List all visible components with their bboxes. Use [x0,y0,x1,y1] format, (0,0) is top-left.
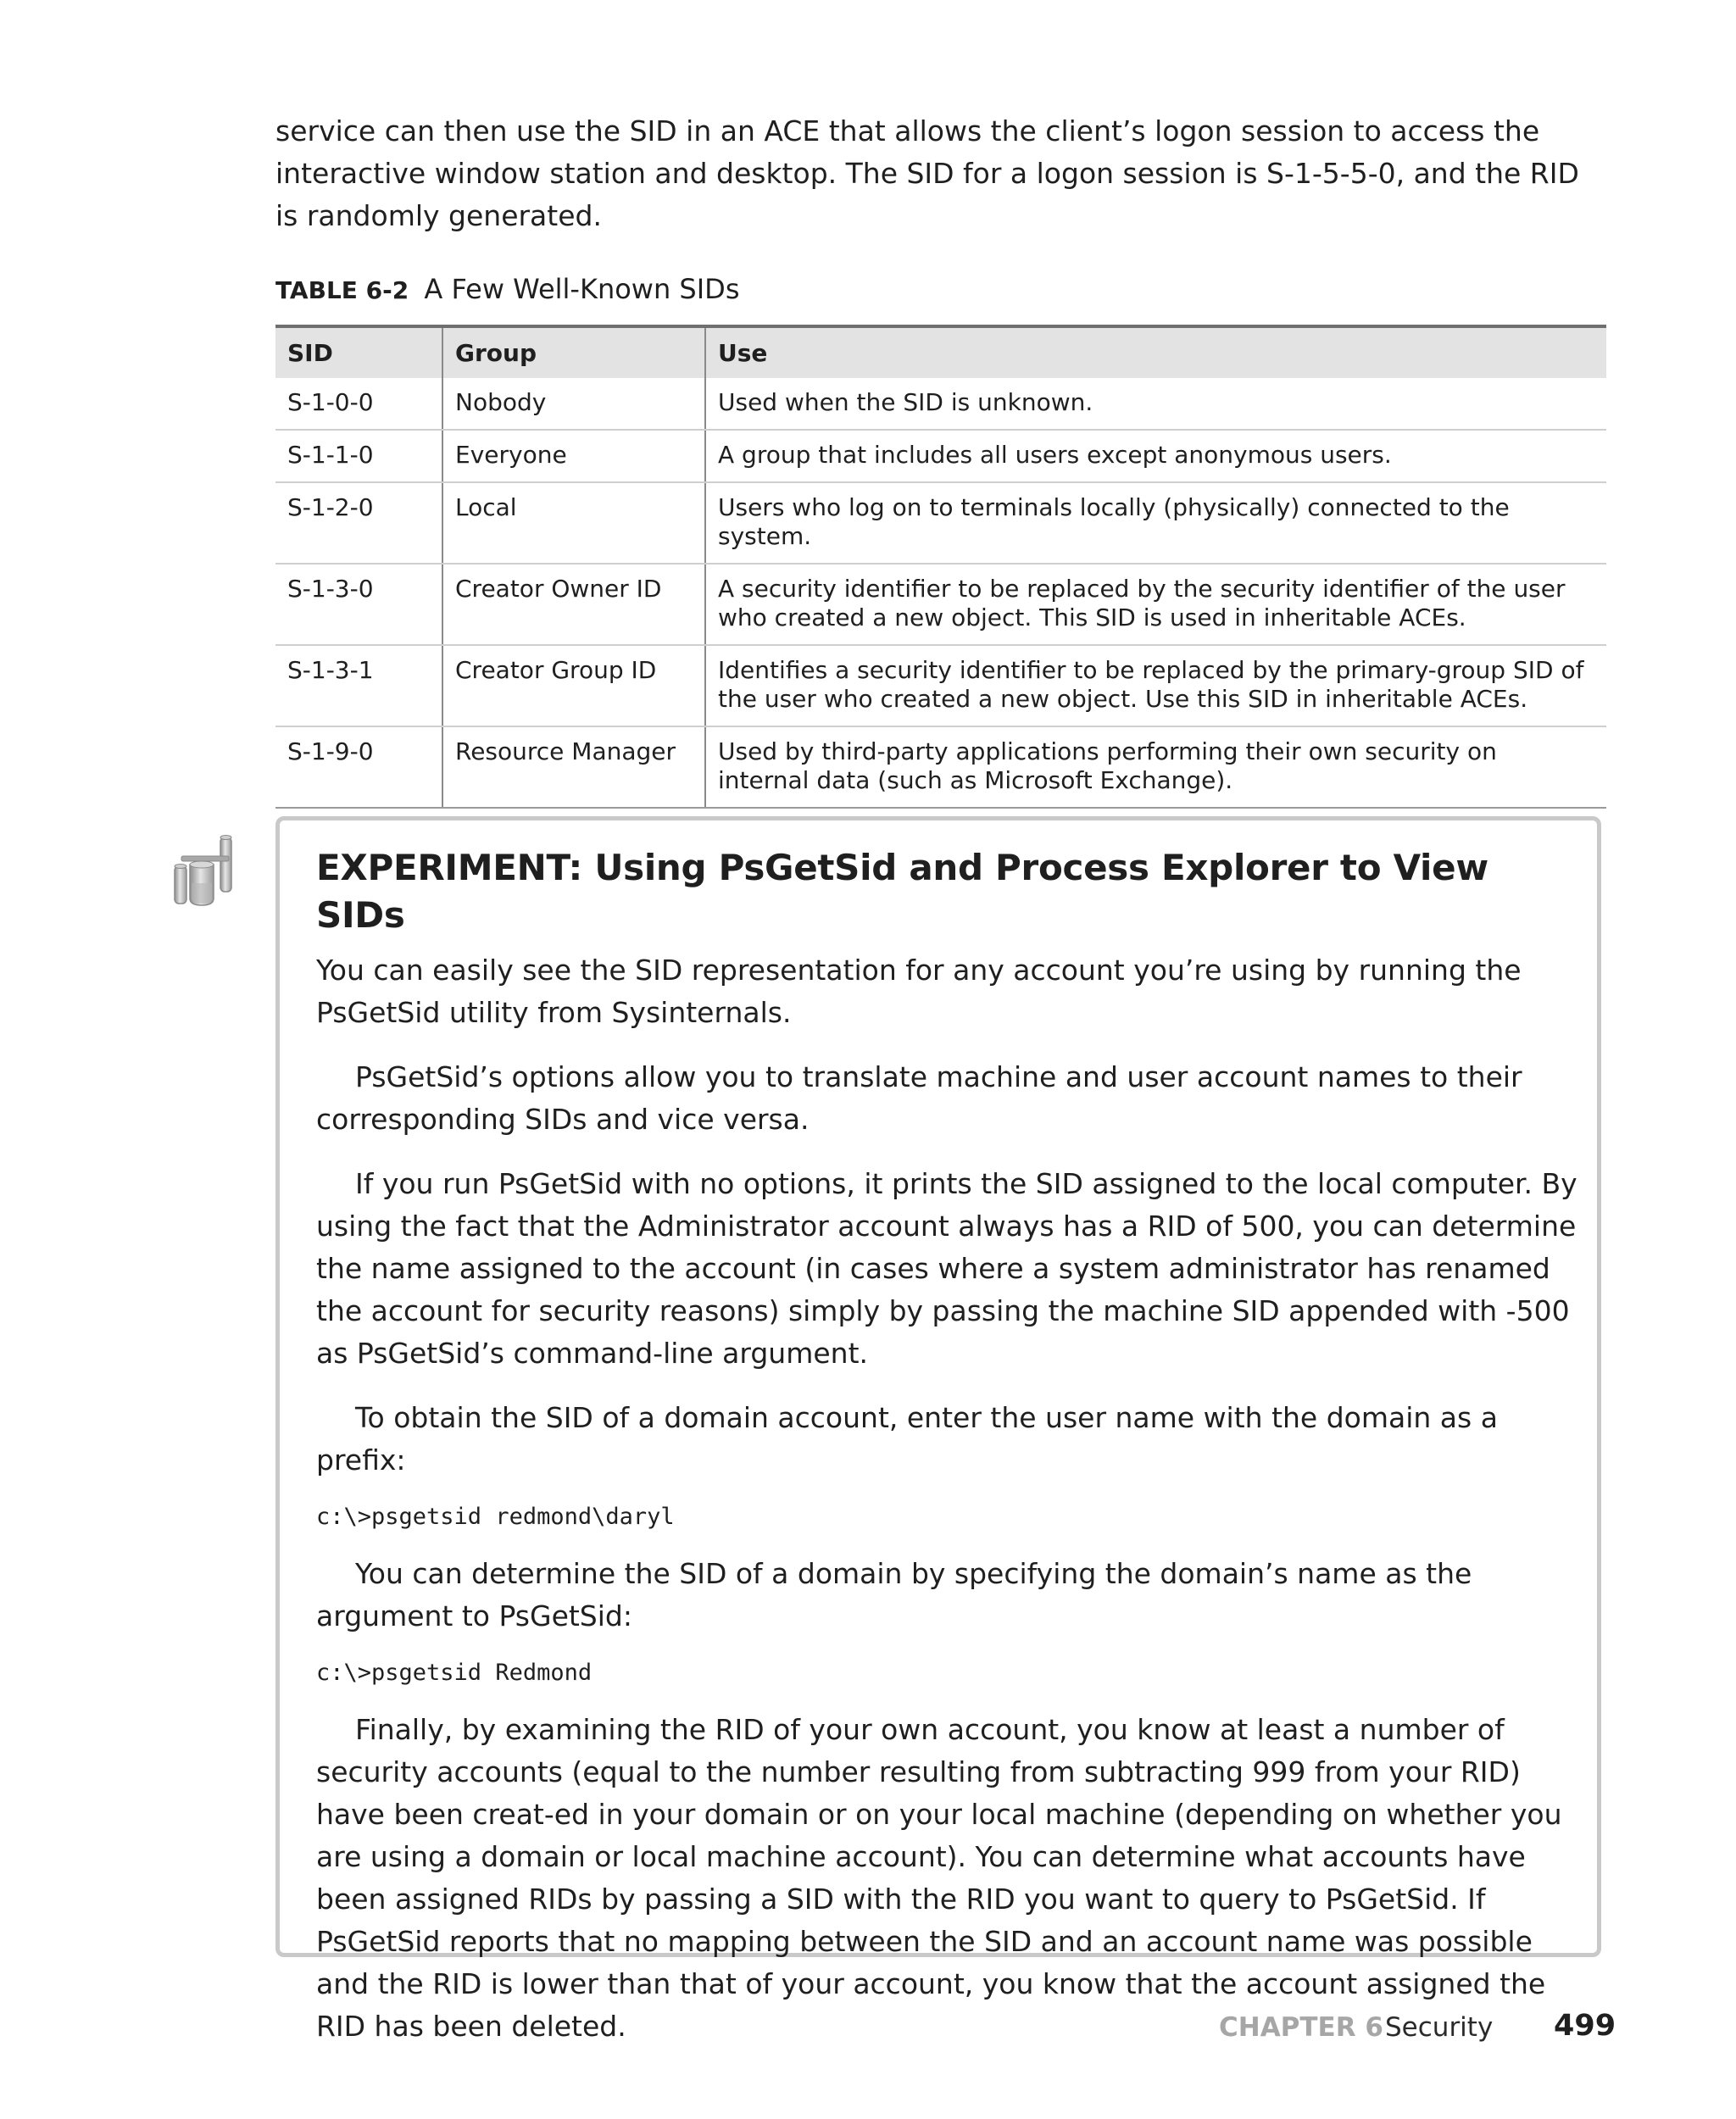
cell-use: A group that includes all users except anonymous users. [705,430,1606,482]
experiment-paragraph: Finally, by examining the RID of your own account, you know at least a number of security accounts (equal to the number resulting from subtracting 999 from your RID) have been creat-ed in your domain or on your local machine (depending on whether you are using a domain or local machine account). You can determine what accounts have been assigned RIDs by passing a SID with the RID you want to query to PsGetSid. If PsGetSid reports that no mapping between the SID and an account name was possible and the RID is lower than that of your account, you know that the account assigned the RID has been deleted. [316,1713,1562,2043]
well-known-sids-table [275,325,1606,809]
cell-use: Identifies a security identifier to be replaced by the primary-group SID of the user who created a new object. Use this SID in inheritable ACEs. [705,645,1606,726]
table-title: A Few Well-Known SIDs [424,273,740,305]
cell-group: Local [442,482,705,564]
cell-sid: S-1-3-1 [275,645,442,726]
experiment-paragraph: You can easily see the SID representation for any account you’re using by running the PsGetSid utility from Sysinternals. [316,954,1522,1029]
cell-sid: S-1-9-0 [275,726,442,808]
table-caption [275,273,739,305]
table-header-row [275,326,1606,378]
cell-use: A security identifier to be replaced by the security identifier of the user who created a new object. This SID is used in inheritable ACEs. [705,564,1606,645]
cell-use: Used by third-party applications performing their own security on internal data (such as Microsoft Exchange). [705,726,1606,808]
cell-group: Creator Group ID [442,645,705,726]
header-use: Use [705,326,1606,378]
intro-paragraph: service can then use the SID in an ACE that allows the client’s logon session to access the interactive window station and desktop. The SID for a logon session is S-1-5-5-0, and the RID is randomly generated. [275,114,1579,232]
table-row [275,378,1606,430]
cell-group: Nobody [442,378,705,430]
cell-use: Users who log on to terminals locally (physically) connected to the system. [705,482,1606,564]
experiment-title: EXPERIMENT: Using PsGetSid and Process Explorer to View SIDs [316,847,1488,936]
cell-sid: S-1-1-0 [275,430,442,482]
table-label: TABLE 6-2 [275,276,409,304]
header-sid: SID [275,326,442,378]
code-sample: c:\>psgetsid redmond\daryl [316,1504,675,1530]
lab-beakers-icon [170,832,248,910]
header-group: Group [442,326,705,378]
experiment-paragraph: PsGetSid’s options allow you to translate machine and user account names to their corresponding SIDs and vice versa. [316,1060,1522,1136]
table-row [275,645,1606,726]
cell-sid: S-1-0-0 [275,378,442,430]
cell-group: Creator Owner ID [442,564,705,645]
cell-sid: S-1-2-0 [275,482,442,564]
cell-use: Used when the SID is unknown. [705,378,1606,430]
table-row [275,430,1606,482]
experiment-paragraph: If you run PsGetSid with no options, it prints the SID assigned to the local computer. By using the fact that the Administrator account always has a RID of 500, you can determine the name assigned to the account (in cases where a system administrator has renamed the account for security reasons) simply by passing the machine SID appended with -500 as PsGetSid’s command-line argument. [316,1167,1577,1370]
experiment-paragraph: You can determine the SID of a domain by specifying the domain’s name as the argument to PsGetSid: [316,1557,1472,1632]
code-sample: c:\>psgetsid Redmond [316,1660,593,1686]
table-row [275,726,1606,808]
footer-section: Security [1385,2012,1494,2043]
table-row [275,482,1606,564]
cell-group: Everyone [442,430,705,482]
experiment-paragraph: To obtain the SID of a domain account, enter the user name with the domain as a prefix: [316,1401,1498,1477]
page-number: 499 [1554,2009,1616,2043]
cell-sid: S-1-3-0 [275,564,442,645]
cell-group: Resource Manager [442,726,705,808]
footer-chapter: CHAPTER 6 [1219,2012,1383,2043]
table-row [275,564,1606,645]
